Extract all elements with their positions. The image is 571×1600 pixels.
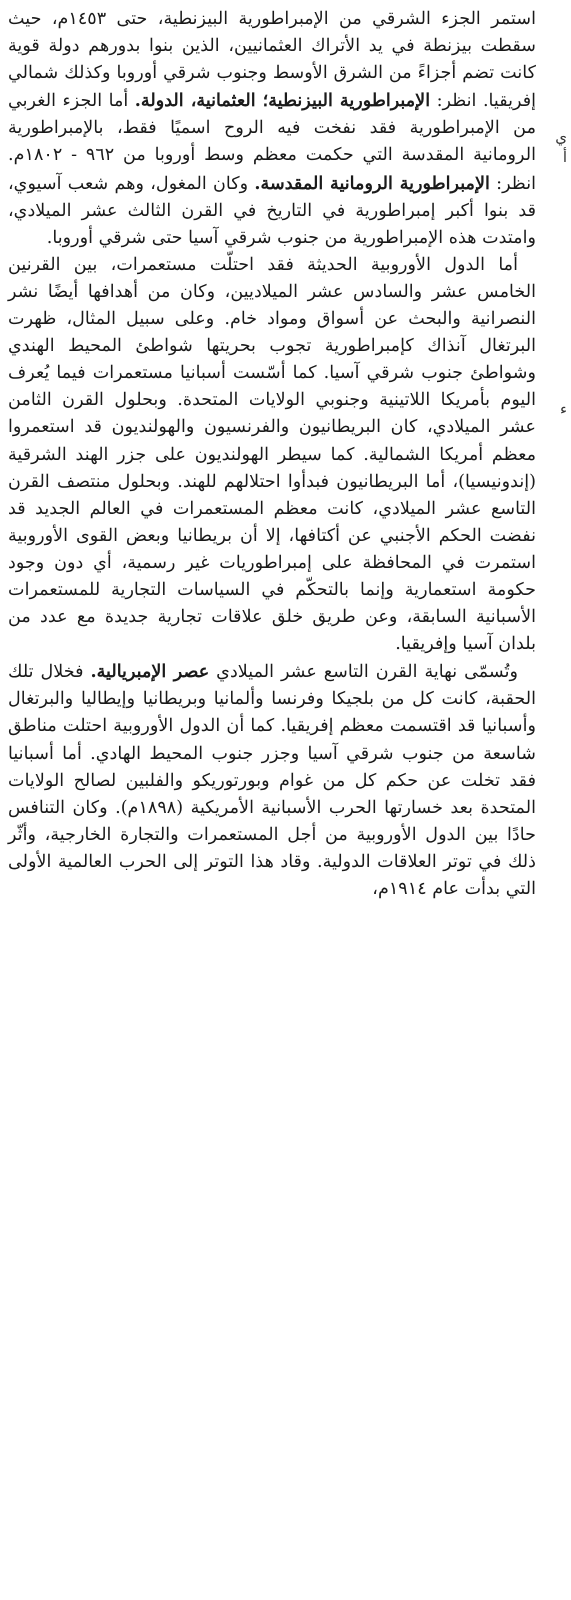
paragraph [8,252,536,658]
margin-fragment: ي [555,128,567,146]
margin-fragment: ء [559,400,567,418]
article-body [8,6,536,903]
bold-cross-reference: عصر الإمبريالية. [90,661,210,683]
paragraph-text: أما الدول الأوروبية الحديثة فقد احتلّت مستعمرات، بين القرنين الخامس عشر والسادس عشر الميلاديين، وكان من أهدافها أيضًا نشر النصرانية والبحث عن أسواق ومواد خام. وعلى سبيل المثال، ظهرت البرتغال آنذاك كإمبراطورية تجوب بحريتها شواطئ المحيط الهندي وشواطئ جنوب شرقي آسيا. كما أسّست أسبانيا مستعمرات فيما يُعرف اليوم بأمريكا اللاتينية وجنوبي الولايات المتحدة. وبحلول القرن الثامن عشر الميلادي، كان البريطانيون والفرنسيون والهولنديون قد استعمروا معظم أمريكا الشمالية. كما سيطر الهولنديون على جزر الهند الشرقية (إندونيسيا)، أما البريطانيون فبدأوا احتلالهم للهند. وبحلول منتصف القرن التاسع عشر الميلادي، كانت معظم المستعمرات في العالم الجديد قد نفضت الحكم الأجنبي عن أكتافها، إلا أن بريطانيا وبعض القوى الأوروبية استمرت في المحافظة على إمبراطوريات غير رسمية، أي دون وجود حكومة استعمارية وإنما بالتحكّم في السياسات التجارية للمستعمرات الأسبانية السابقة، وعن طريق خلق علاقات تجارية جديدة مع عدد من بلدان آسيا وإفريقيا. [8,254,536,655]
paragraph-text: استمر الجزء الشرقي من الإمبراطورية البيزنطية، حتى ١٤٥٣م، حيث سقطت بيزنطة في يد الأتراك العثمانيين، الذين بنوا بدورهم دولة قوية كانت تضم أجزاءً من الشرق الأوسط وجنوب شرقي أوروبا وكذلك شمالي إفريقيا. انظر: [8,9,537,112]
paragraph-text: فخلال تلك الحقبة، كانت كل من بلجيكا وفرنسا وألمانيا وبريطانيا وإيطاليا والبرتغال وأسبانيا قد اقتسمت معظم إفريقيا. كما أن الدول الأوروبية احتلت مناطق شاسعة من جنوب شرقي آسيا وجزر جنوب المحيط الهادي. أما أسبانيا فقد تخلت عن حكم كل من غوام وبورتوريكو والفلبين لصالح الولايات المتحدة بعد خسارتها الحرب الأسبانية الأمريكية (١٨٩٨م). وكان التنافس حادًا بين الدول الأوروبية من أجل المستعمرات والتجارة الخارجية، وأثّر ذلك في توتر العلاقات الدولية. وقاد هذا التوتر إلى الحرب العالمية الأولى التي بدأت عام ١٩١٤م، [8,662,536,899]
paragraph-text: وكان المغول، وهم شعب آسيوي، قد بنوا أكبر إمبراطورية في التاريخ في القرن الثالث عشر الميلادي، وامتدت هذه الإمبراطورية من جنوب شرقي آسيا حتى شرقي أوروبا. [8,173,536,248]
paragraph [8,6,536,252]
margin-fragment: أ [562,148,567,166]
paragraph [8,658,536,903]
bold-cross-reference: الإمبراطورية الرومانية المقدسة. [254,172,490,194]
paragraph-text: أما الجزء الغربي من الإمبراطورية فقد نفخت فيه الروح اسميًا فقط، بالإمبراطورية الرومانية المقدسة التي حكمت معظم وسط أوروبا من ٩٦٢ - ١٨٠٢م. انظر: [8,91,536,194]
bold-cross-reference: الإمبراطورية البيزنطية؛ العثمانية، الدولة. [134,90,431,112]
paragraph-text: وتُسمّى نهاية القرن التاسع عشر الميلادي [209,662,518,683]
